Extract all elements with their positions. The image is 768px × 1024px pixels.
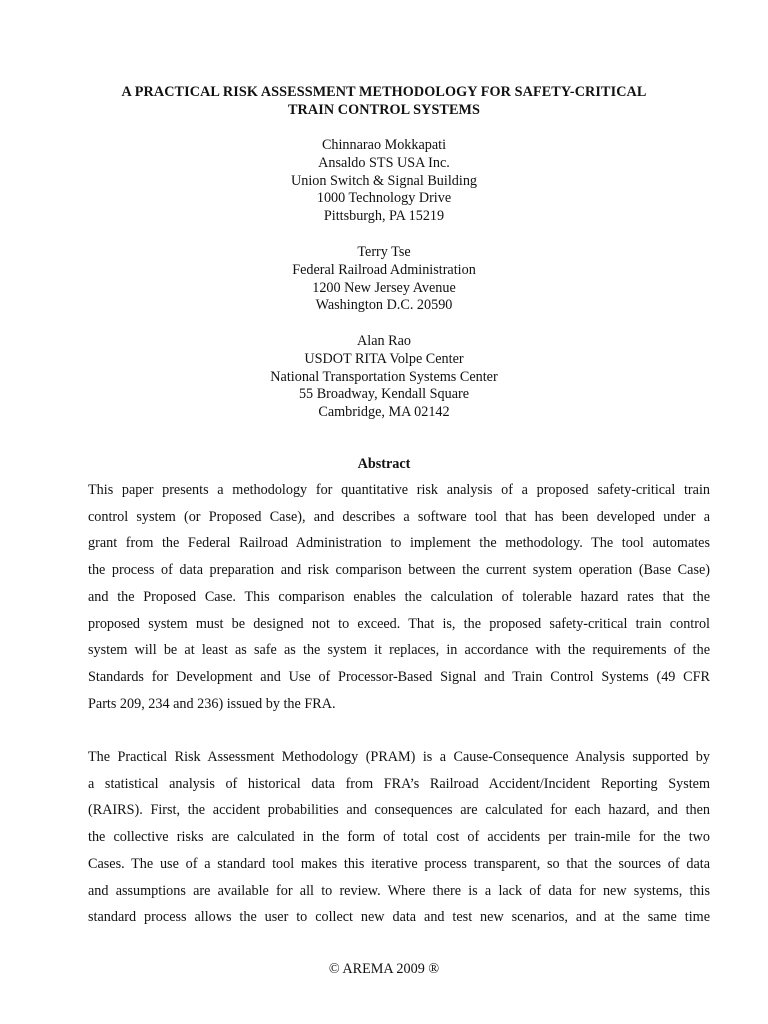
text-line: Parts 209, 234 and 236) issued by the FRA. xyxy=(88,695,336,712)
abstract-heading: Abstract xyxy=(357,456,411,472)
author-name: Terry Tse xyxy=(357,244,411,260)
text-line: proposed system must be designed not to exceed. That is, the proposed safety-critical train control xyxy=(88,615,710,632)
abstract-paragraph-2 xyxy=(88,744,710,931)
text-line: the collective risks are calculated in the form of total cost of accidents per train-mile for the two xyxy=(88,829,710,846)
text-line: grant from the Federal Railroad Administration to implement the methodology. The tool automates xyxy=(88,535,710,552)
abstract-paragraph-1 xyxy=(88,477,710,717)
text-line: control system (or Proposed Case), and describes a software tool that has been developed under a xyxy=(88,508,710,525)
author-affiliation-line: Cambridge, MA 02142 xyxy=(318,404,450,421)
paper-title-line-2: TRAIN CONTROL SYSTEMS xyxy=(287,102,481,118)
text-line: Cases. The use of a standard tool makes this iterative process transparent, so that the sources of data xyxy=(88,855,710,872)
text-line: a statistical analysis of historical data from FRA’s Railroad Accident/Incident Reporting System xyxy=(88,775,710,792)
author-name: Chinnarao Mokkapati xyxy=(321,137,447,153)
author-block-2 xyxy=(160,244,608,315)
author-block-1 xyxy=(160,137,608,226)
text-line: The Practical Risk Assessment Methodology (PRAM) is a Cause-Consequence Analysis supported by xyxy=(88,749,710,765)
text-line: the process of data preparation and risk comparison between the current system operation (Base Case) xyxy=(88,562,710,579)
text-line: Standards for Development and Use of Processor-Based Signal and Train Control Systems (49 CFR xyxy=(88,668,710,685)
text-line: and the Proposed Case. This comparison enables the calculation of tolerable hazard rates that the xyxy=(88,588,710,605)
text-line: system will be at least as safe as the system it replaces, in accordance with the requirements of the xyxy=(88,642,710,659)
paper-title-line-1: A PRACTICAL RISK ASSESSMENT METHODOLOGY FOR SAFETY-CRITICAL xyxy=(121,84,647,100)
text-line: standard process allows the user to collect new data and test new scenarios, and at the same time xyxy=(88,909,710,926)
author-affiliation-line: 55 Broadway, Kendall Square xyxy=(298,386,470,403)
author-affiliation-line: Union Switch & Signal Building xyxy=(290,172,478,189)
author-affiliation-line: Washington D.C. 20590 xyxy=(315,297,453,314)
author-affiliation-line: National Transportation Systems Center xyxy=(270,368,498,385)
author-affiliation-line: USDOT RITA Volpe Center xyxy=(304,350,464,367)
author-block-3 xyxy=(160,333,608,422)
text-line: (RAIRS). First, the accident probabilities and consequences are calculated for each hazard, and then xyxy=(88,802,710,819)
author-affiliation-line: 1000 Technology Drive xyxy=(316,190,452,207)
author-name: Alan Rao xyxy=(357,333,411,349)
copyright-footer: © AREMA 2009 ® xyxy=(328,961,440,977)
author-affiliation-line: Federal Railroad Administration xyxy=(292,261,476,278)
paper-title xyxy=(60,83,708,119)
author-affiliation-line: 1200 New Jersey Avenue xyxy=(312,279,456,296)
author-affiliation-line: Pittsburgh, PA 15219 xyxy=(323,208,445,225)
author-affiliation-line: Ansaldo STS USA Inc. xyxy=(318,154,450,171)
text-line: and assumptions are available for all to review. Where there is a lack of data for new systems, this xyxy=(88,882,710,899)
text-line: This paper presents a methodology for quantitative risk analysis of a proposed safety-critical train xyxy=(88,482,710,498)
